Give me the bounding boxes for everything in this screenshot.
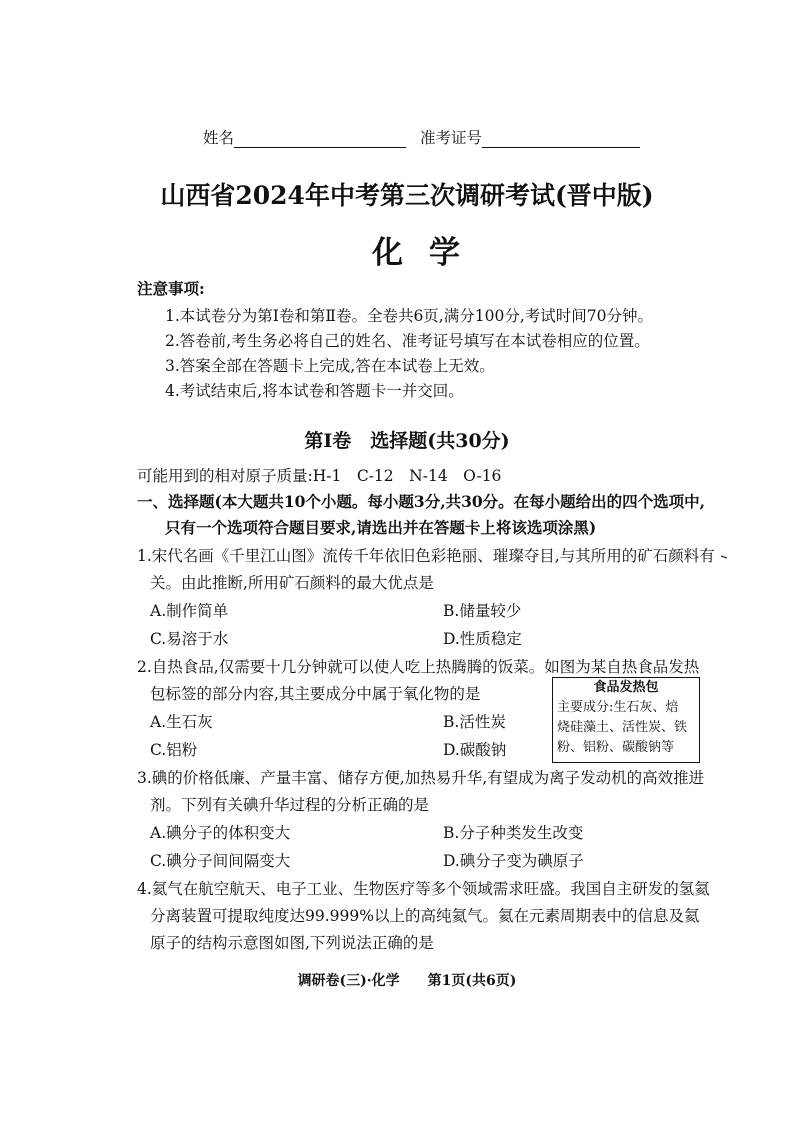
id-field	[420, 126, 640, 148]
question-1-stem: 1.宋代名画《千里江山图》流传千年依旧色彩艳丽、璀璨夺目,与其所用的矿石颜料有	[137, 547, 715, 565]
q2-option-a[interactable]: A.生石灰	[150, 713, 213, 731]
food-label-box	[552, 677, 700, 763]
atomic-masses: 可能用到的相对原子质量:H-1 C-12 N-14 O-16	[137, 467, 502, 485]
food-label-line: 主要成分:生石灰、焙	[557, 700, 679, 715]
part-one-instruction: 一、选择题(本大题共10个小题。每小题3分,共30分。在每小题给出的四个选项中,	[137, 492, 706, 511]
q1-option-c[interactable]: C.易溶于水	[150, 630, 229, 648]
q3-option-a[interactable]: A.碘分子的体积变大	[150, 824, 291, 842]
page-footer: 调研卷(三)·化学 第1页(共6页)	[297, 973, 517, 989]
notice-item: 3.答案全部在答题卡上完成,答在本试卷上无效。	[165, 357, 495, 375]
question-4-stem: 4.氦气在航空航天、电子工业、生物医疗等多个领域需求旺盛。我国自主研发的氢氦	[137, 880, 710, 898]
notice-item: 1.本试卷分为第Ⅰ卷和第Ⅱ卷。全卷共6页,满分100分,考试时间70分钟。	[165, 307, 653, 325]
q2-option-c[interactable]: C.铝粉	[150, 741, 198, 759]
q1-option-b[interactable]: B.储量较少	[443, 602, 522, 620]
exam-title: 山西省2024年中考第三次调研考试(晋中版)	[160, 181, 654, 210]
question-4-stem-cont: 分离装置可提取纯度达99.999%以上的高纯氦气。氦在元素周期表中的信息及氦	[150, 907, 700, 925]
id-blank-line[interactable]	[482, 131, 640, 148]
q2-option-b[interactable]: B.活性炭	[443, 713, 506, 731]
q3-option-d[interactable]: D.碘分子变为碘原子	[443, 852, 584, 870]
question-2-stem: 2.自热食品,仅需要十几分钟就可以使人吃上热腾腾的饭菜。如图为某自热食品发热	[137, 658, 700, 676]
food-label-title: 食品发热包	[593, 680, 659, 695]
q3-option-b[interactable]: B.分子种类发生改变	[443, 824, 584, 842]
notice-item: 2.答卷前,考生务必将自己的姓名、准考证号填写在本试卷相应的位置。	[165, 332, 650, 350]
q1-option-a[interactable]: A.制作简单	[150, 602, 229, 620]
name-field	[203, 126, 406, 148]
q3-option-c[interactable]: C.碘分子间间隔变大	[150, 852, 291, 870]
question-2-stem-cont: 包标签的部分内容,其主要成分中属于氧化物的是	[150, 685, 481, 703]
q2-option-d[interactable]: D.碳酸钠	[443, 741, 507, 759]
name-blank-line[interactable]	[234, 131, 406, 148]
food-label-line: 烧硅藻土、活性炭、铁	[557, 720, 688, 735]
name-label: 姓名	[203, 129, 235, 147]
question-1-stem-cont: 关。由此推断,所用矿石颜料的最大优点是	[150, 574, 434, 592]
subject-title: 化学	[372, 235, 486, 271]
id-label: 准考证号	[420, 129, 483, 147]
notice-item: 4.考试结束后,将本试卷和答题卡一并交回。	[165, 382, 464, 400]
question-3-stem-cont: 剂。下列有关碘升华过程的分析正确的是	[150, 796, 430, 814]
food-label-line: 粉、铝粉、碳酸钠等	[557, 740, 675, 755]
notice-heading: 注意事项:	[137, 279, 205, 298]
q1-option-d[interactable]: D.性质稳定	[443, 630, 522, 648]
question-4-stem-cont: 原子的结构示意图如图,下列说法正确的是	[150, 934, 434, 952]
part-one-instruction-cont: 只有一个选项符合题目要求,请选出并在答题卡上将该选项涂黑)	[165, 518, 597, 537]
section-title: 第Ⅰ卷 选择题(共30分)	[304, 430, 510, 452]
question-3-stem: 3.碘的价格低廉、产量丰富、储存方便,加热易升华,有望成为离子发动机的高效推进	[137, 769, 705, 787]
margin-mark-icon	[720, 553, 728, 561]
